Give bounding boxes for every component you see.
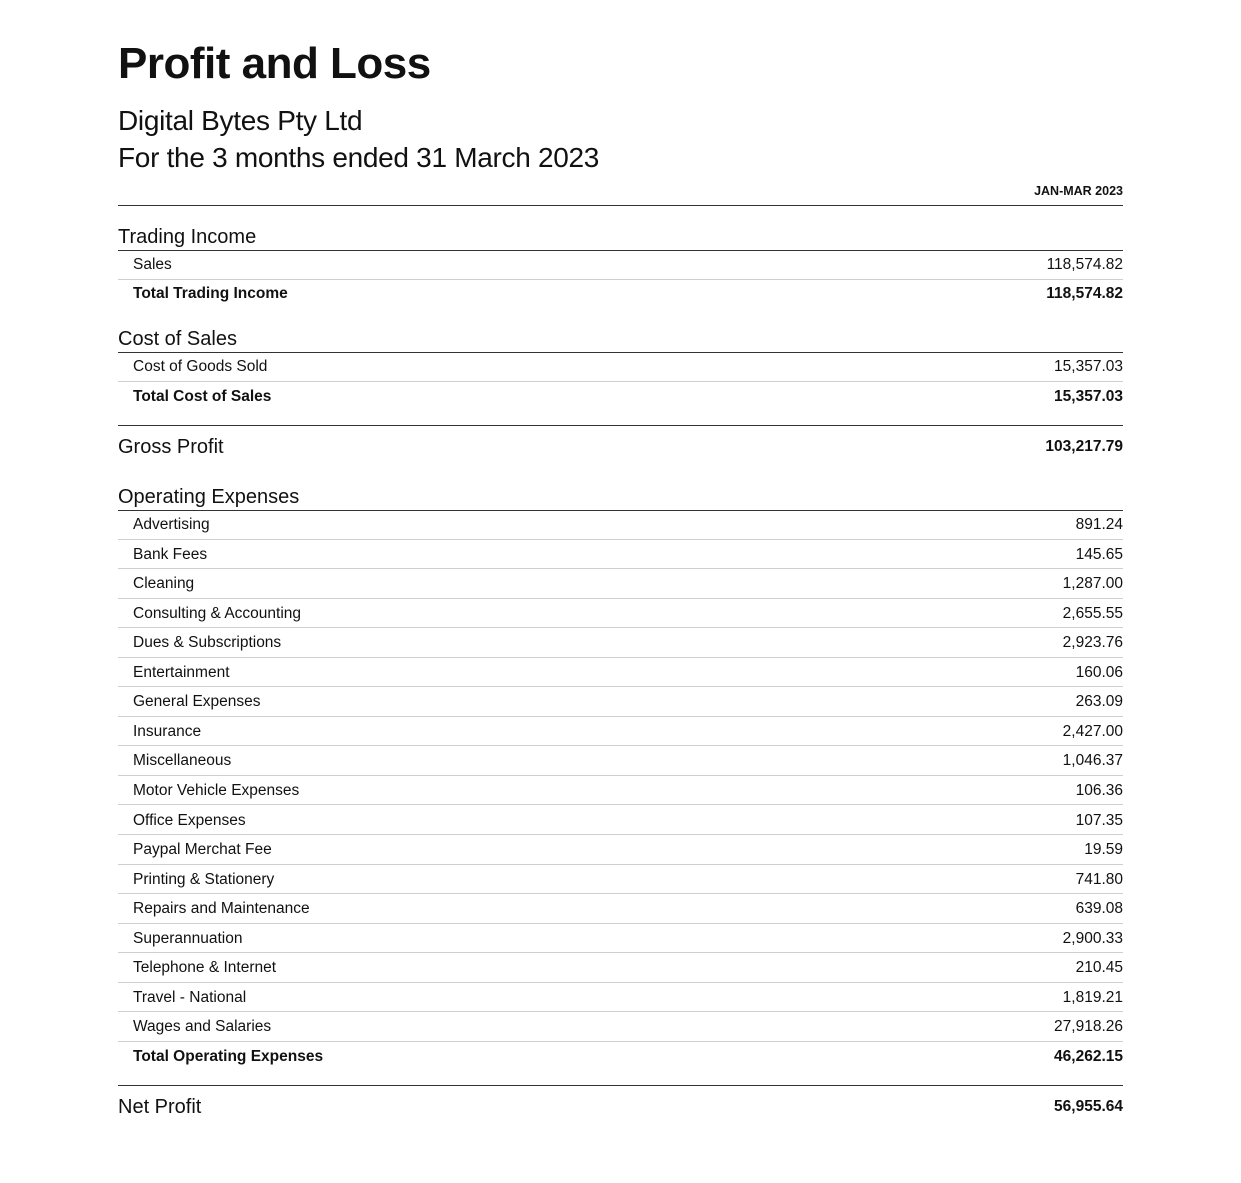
- report-title: Profit and Loss: [118, 39, 431, 88]
- row-label: Printing & Stationery: [133, 870, 275, 888]
- table-row: [118, 717, 1123, 747]
- total-amount: 46,262.15: [1054, 1047, 1123, 1065]
- table-row: [118, 658, 1123, 688]
- report-period: For the 3 months ended 31 March 2023: [118, 142, 600, 173]
- row-label: Entertainment: [133, 663, 230, 681]
- row-label: Sales: [133, 256, 172, 273]
- row-label: Superannuation: [133, 929, 243, 947]
- row-amount: 145.65: [1075, 545, 1123, 563]
- row-label: Advertising: [133, 516, 210, 533]
- section-heading-label: Operating Expenses: [118, 486, 300, 508]
- total-amount: 118,574.82: [1046, 285, 1123, 302]
- table-row: [118, 599, 1123, 629]
- total-label: Total Trading Income: [133, 285, 288, 302]
- row-amount: 1,046.37: [1062, 752, 1123, 770]
- table-row: [118, 894, 1123, 924]
- table-row: [118, 746, 1123, 776]
- total-row-trading-income: [118, 279, 1123, 309]
- row-label: Miscellaneous: [133, 752, 232, 770]
- column-header-period: JAN-MAR 2023: [1034, 184, 1123, 198]
- row-label: Motor Vehicle Expenses: [133, 781, 300, 799]
- table-row: [118, 1012, 1123, 1042]
- row-label: Office Expenses: [133, 811, 246, 829]
- row-label: Travel - National: [133, 988, 247, 1006]
- row-amount: 2,427.00: [1062, 722, 1123, 740]
- row-label: Paypal Merchat Fee: [133, 841, 272, 859]
- gross-profit-amount: 103,217.79: [1045, 438, 1123, 455]
- net-profit-amount: 56,955.64: [1054, 1098, 1123, 1115]
- total-amount: 15,357.03: [1054, 388, 1123, 405]
- total-row-operating-expenses: [118, 1042, 1123, 1072]
- row-label: Dues & Subscriptions: [133, 634, 282, 652]
- table-row: [118, 250, 1123, 280]
- table-row: [118, 806, 1123, 836]
- row-amount: 106.36: [1075, 781, 1123, 799]
- header-divider: [118, 205, 1123, 206]
- row-amount: 2,655.55: [1062, 604, 1123, 622]
- row-label: Bank Fees: [133, 545, 208, 563]
- table-row: [118, 540, 1123, 570]
- section-heading-operating-expenses: [118, 484, 1123, 511]
- row-amount: 160.06: [1075, 663, 1123, 681]
- row-label: Insurance: [133, 722, 202, 740]
- table-row: [118, 924, 1123, 954]
- row-amount: 19.59: [1084, 841, 1123, 859]
- gross-profit-row: [118, 425, 1123, 466]
- section-heading-trading-income: [118, 224, 1123, 251]
- row-amount: 107.35: [1075, 811, 1123, 829]
- net-profit-label: Net Profit: [118, 1096, 202, 1118]
- row-label: Wages and Salaries: [133, 1018, 272, 1036]
- table-row: [118, 510, 1123, 540]
- row-amount: 15,357.03: [1054, 358, 1123, 375]
- row-label: Consulting & Accounting: [133, 604, 302, 622]
- table-row: [118, 569, 1123, 599]
- table-row: [118, 865, 1123, 895]
- row-label: General Expenses: [133, 693, 261, 711]
- net-profit-row: [118, 1085, 1123, 1126]
- row-amount: 2,900.33: [1062, 929, 1123, 947]
- table-row: [118, 352, 1123, 382]
- table-row: [118, 687, 1123, 717]
- table-row: [118, 628, 1123, 658]
- row-amount: 1,819.21: [1062, 988, 1123, 1006]
- table-row: [118, 835, 1123, 865]
- row-label: Cleaning: [133, 575, 195, 593]
- total-row-cost-of-sales: [118, 382, 1123, 412]
- row-amount: 639.08: [1075, 900, 1123, 918]
- row-label: Telephone & Internet: [133, 959, 277, 977]
- row-amount: 891.24: [1075, 516, 1123, 533]
- row-amount: 118,574.82: [1046, 256, 1123, 273]
- section-heading-label: Cost of Sales: [118, 328, 237, 350]
- row-amount: 263.09: [1075, 693, 1123, 711]
- row-label: Cost of Goods Sold: [133, 358, 268, 375]
- row-label: Repairs and Maintenance: [133, 900, 310, 918]
- table-row: [118, 953, 1123, 983]
- row-amount: 2,923.76: [1062, 634, 1123, 652]
- total-label: Total Cost of Sales: [133, 388, 272, 405]
- row-amount: 27,918.26: [1054, 1018, 1123, 1036]
- total-label: Total Operating Expenses: [133, 1047, 324, 1065]
- gross-profit-label: Gross Profit: [118, 436, 224, 458]
- company-name: Digital Bytes Pty Ltd: [118, 105, 363, 136]
- section-heading-cost-of-sales: [118, 326, 1123, 353]
- row-amount: 210.45: [1075, 959, 1123, 977]
- section-heading-label: Trading Income: [118, 226, 257, 248]
- row-amount: 1,287.00: [1062, 575, 1123, 593]
- row-amount: 741.80: [1075, 870, 1123, 888]
- table-row: [118, 776, 1123, 806]
- table-row: [118, 983, 1123, 1013]
